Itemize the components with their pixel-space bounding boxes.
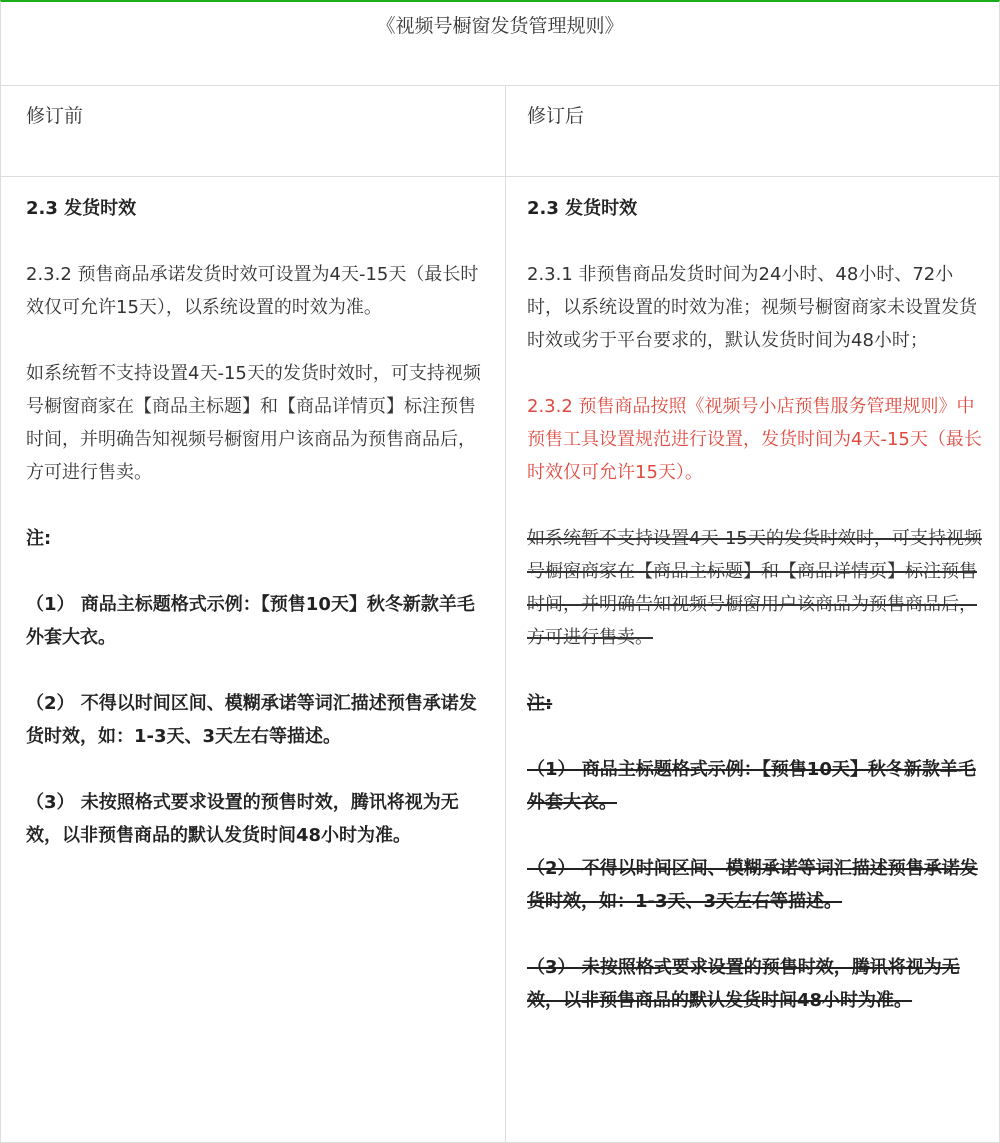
after-clause-fallback-deleted: 如系统暂不支持设置4天-15天的发货时效时，可支持视频号橱窗商家在【商品主标题】和【商品详情页】标注预售时间，并明确告知视频号橱窗用户该商品为预售商品后，方可进行售卖。 [527,528,982,648]
after-note-label-deleted: 注: [527,693,553,714]
after-clause-2-3-1: 2.3.1 非预售商品发货时间为24小时、48小时、72小时，以系统设置的时效为准；视频号橱窗商家未设置发货时效或劣于平台要求的，默认发货时间为48小时； [527,264,977,351]
header-before-revision: 修订前 [26,105,84,127]
before-revision-cell [26,192,486,852]
before-clause-fallback: 如系统暂不支持设置4天-15天的发货时效时，可支持视频号橱窗商家在【商品主标题】和【商品详情页】标注预售时间，并明确告知视频号橱窗用户该商品为预售商品后，方可进行售卖。 [26,363,481,483]
before-note-1: （1） 商品主标题格式示例：【预售10天】秋冬新款羊毛外套大衣。 [26,594,475,648]
header-after-revision: 修订后 [527,105,585,127]
after-clause-2-3-2-added: 2.3.2 预售商品按照《视频号小店预售服务管理规则》中预售工具设置规范进行设置，发货时间为4天-15天（最长时效仅可允许15天）。 [527,396,982,483]
before-clause-2-3-2: 2.3.2 预售商品承诺发货时效可设置为4天-15天（最长时效仅可允许15天），以系统设置的时效为准。 [26,264,479,318]
after-section-heading: 2.3 发货时效 [527,198,638,219]
before-note-2: （2） 不得以时间区间、模糊承诺等词汇描述预售承诺发货时效，如：1-3天、3天左右等描述。 [26,693,477,747]
after-revision-cell [527,192,982,1017]
before-section-heading: 2.3 发货时效 [26,198,137,219]
column-divider [505,86,506,1143]
before-note-3: （3） 未按照格式要求设置的预售时效，腾讯将视为无效，以非预售商品的默认发货时间48小时为准。 [26,792,459,846]
document-title: 《视频号橱窗发货管理规则》 [376,15,624,37]
table-title-row [1,2,999,86]
before-note-label: 注: [26,528,52,549]
after-note-1-deleted: （1） 商品主标题格式示例：【预售10天】秋冬新款羊毛外套大衣。 [527,759,976,813]
table-header-row [1,86,999,177]
after-note-2-deleted: （2） 不得以时间区间、模糊承诺等词汇描述预售承诺发货时效，如：1-3天、3天左右等描述。 [527,858,978,912]
after-note-3-deleted: （3） 未按照格式要求设置的预售时效，腾讯将视为无效，以非预售商品的默认发货时间48小时为准。 [527,957,960,1011]
